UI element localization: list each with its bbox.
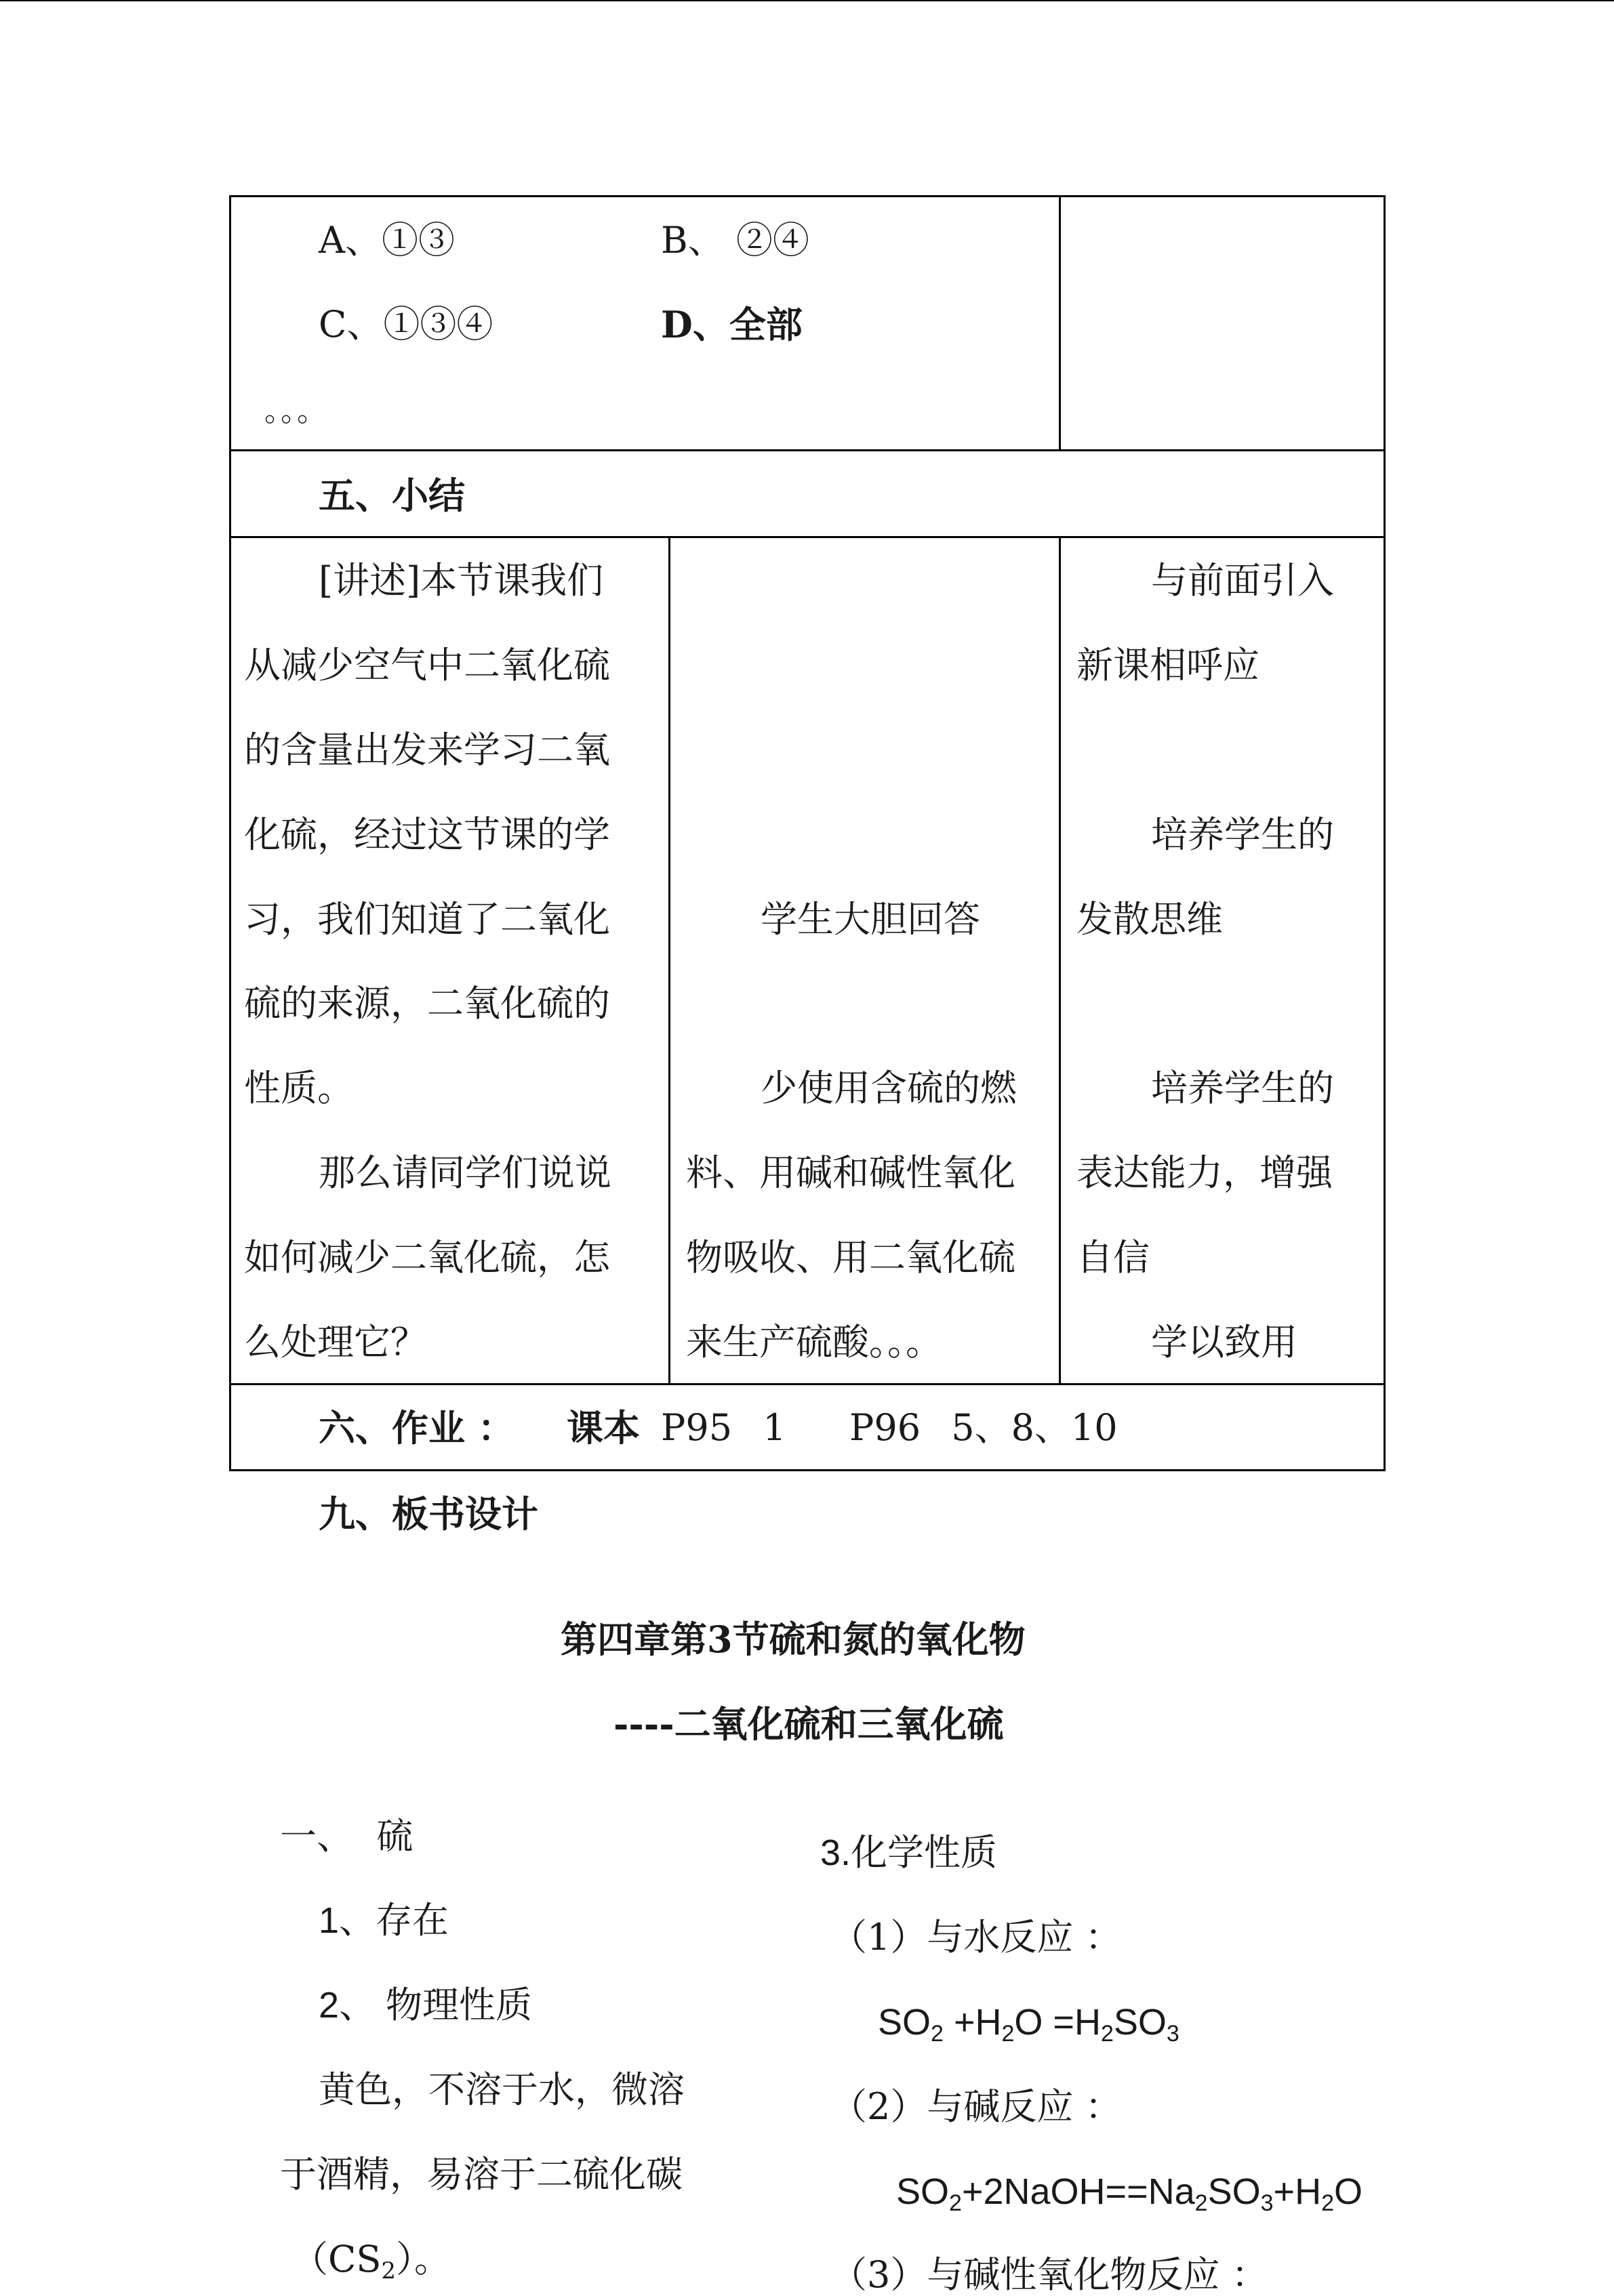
option-d: D、全部 <box>661 303 803 346</box>
student-line: 料、用碱和碱性氧化 <box>686 1151 1015 1194</box>
table-border-right <box>1384 195 1386 1471</box>
intent-line: 发散思维 <box>1076 898 1223 941</box>
student-line: 来生产硫酸。。。 <box>686 1321 942 1364</box>
teacher-line: 从减少空气中二氧化硫 <box>244 644 610 686</box>
table-border-row2 <box>229 536 1386 538</box>
reaction-label: （2）与碱反应 ： <box>830 2085 1122 2128</box>
board-subtitle: ----二氧化硫和三氧化硫 <box>613 1702 1004 1746</box>
intent-line: 自信 <box>1076 1236 1150 1279</box>
intent-line: 新课相呼应 <box>1076 644 1259 686</box>
intent-line: 培养学生的 <box>1151 813 1334 856</box>
intent-line: 学以致用 <box>1151 1321 1297 1364</box>
intent-line: 培养学生的 <box>1151 1067 1334 1109</box>
table-border-row3 <box>229 1383 1386 1385</box>
table-border-left <box>229 195 231 1471</box>
chem-heading: 3.化学性质 <box>820 1832 998 1873</box>
table-divider-col2 <box>1059 536 1061 1385</box>
teacher-line: 化硫，经过这节课的学 <box>244 813 610 856</box>
homework-book: 课本 <box>567 1406 640 1450</box>
student-line: 物吸收、用二氧化硫 <box>686 1236 1015 1279</box>
option-b: B、 ②④ <box>661 219 809 262</box>
cs2-formula: $(CS_2)$。 <box>291 2238 451 2284</box>
reaction-label: （3）与碱性氧化物反应 ： <box>830 2253 1268 2296</box>
ellipsis: 。。。 <box>264 394 328 428</box>
table-border-top <box>229 195 1386 197</box>
board-text: 于酒精，易溶于二硫化碳 <box>280 2153 683 2196</box>
teacher-line: 习，我们知道了二氧化 <box>244 898 610 941</box>
summary-heading: 五、小结 <box>319 474 465 517</box>
homework-label: 六、作业 ： <box>319 1406 515 1450</box>
board-heading: 九、板书设计 <box>319 1492 538 1536</box>
table-divider-q <box>1059 195 1061 451</box>
board-item: 一、 硫 <box>280 1815 413 1858</box>
teacher-line: 那么请同学们说说 <box>319 1151 611 1194</box>
table-border-row1 <box>229 449 1386 451</box>
reaction-label: （1）与水反应 ： <box>830 1916 1122 1959</box>
teacher-line: 的含量出发来学习二氧 <box>244 729 610 771</box>
student-line: 学生大胆回答 <box>761 898 980 941</box>
board-item: 2、 物理性质 <box>319 1985 533 2026</box>
teacher-line: 么处理它？ <box>244 1321 427 1364</box>
teacher-line: [讲述]本节课我们 <box>319 559 604 602</box>
page-top-border <box>0 0 1614 1</box>
table-divider-col1 <box>668 536 670 1385</box>
homework-ref1: P95 1 <box>661 1406 786 1449</box>
teacher-line: 硫的来源，二氧化硫的 <box>244 982 610 1025</box>
board-text: 黄色，不溶于水，微溶 <box>319 2068 685 2111</box>
equation-water: $SO_2 +H_2O =H_2SO_3$ <box>878 2002 1179 2047</box>
equation-base: $SO_2+2NaOH==Na_2SO_3+H_2O$ <box>896 2171 1363 2216</box>
student-line: 少使用含硫的燃 <box>761 1067 1017 1109</box>
board-item: 1、存在 <box>319 1900 449 1941</box>
intent-line: 与前面引入 <box>1151 559 1334 602</box>
intent-line: 表达能力，增强 <box>1076 1151 1333 1194</box>
board-title: 第四章第3节硫和氮的氧化物 <box>561 1618 1026 1661</box>
option-c: C、①③④ <box>319 303 493 346</box>
homework-ref2: P96 5、8、10 <box>849 1406 1118 1449</box>
option-a: A、①③ <box>319 219 455 262</box>
teacher-line: 性质。 <box>244 1067 354 1109</box>
table-border-bottom <box>229 1469 1386 1471</box>
teacher-line: 如何减少二氧化硫，怎 <box>244 1236 610 1279</box>
